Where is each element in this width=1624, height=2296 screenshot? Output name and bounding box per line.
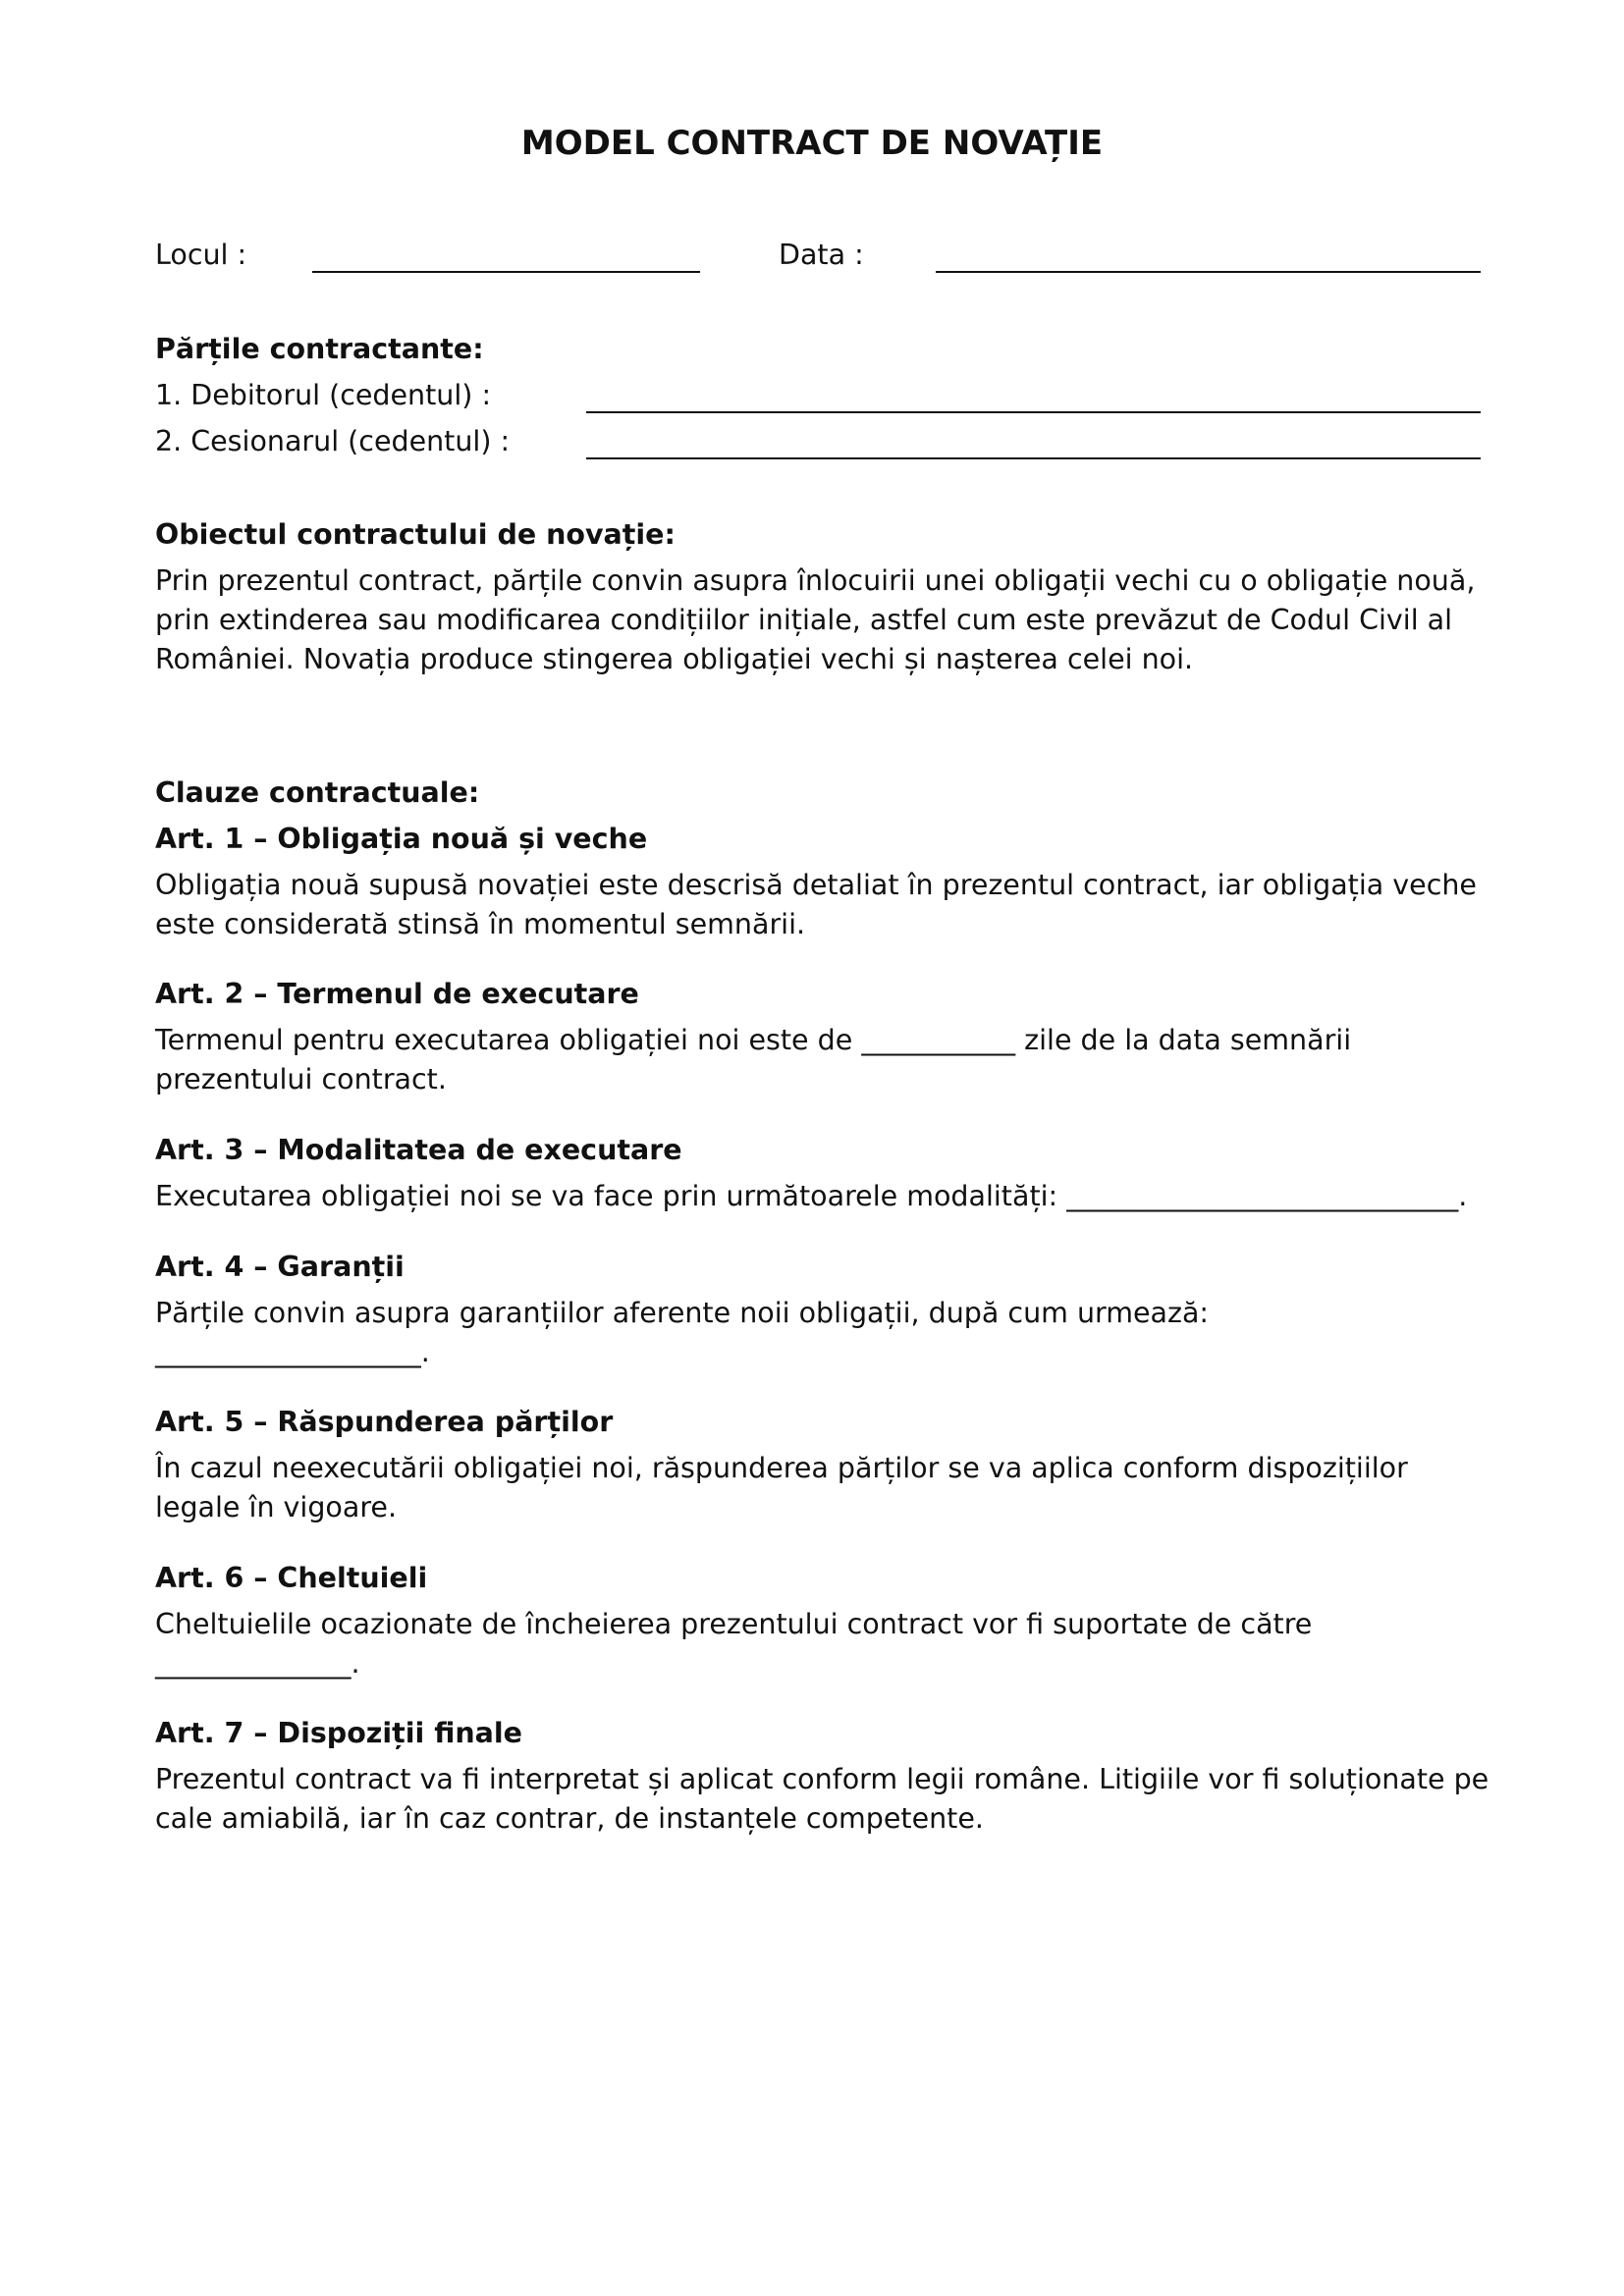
clauses-heading: Clauze contractuale: xyxy=(155,776,480,809)
article-title: Art. 6 – Cheltuieli xyxy=(155,1562,428,1594)
object-text: Prin prezentul contract, părțile convin asupra înlocuirii unei obligații vechi cu o obligație nouă, prin extinderea sau modificarea condițiilor inițiale, astfel cum este prevăzut de Codul Civil al României. Novația produce stingerea obligației vechi și nașterea celei noi. xyxy=(155,564,1476,675)
article-title: Art. 7 – Dispoziții finale xyxy=(155,1717,522,1749)
article-text: Obligația nouă supusă novației este descrisă detaliat în prezentul contract, iar obligația veche este considerată stinsă în momentul semnării. xyxy=(155,869,1477,940)
debtor-blank-line xyxy=(586,411,1481,413)
parties-heading: Părțile contractante: xyxy=(155,333,484,365)
date-blank-line xyxy=(936,271,1481,273)
place-blank-line xyxy=(312,271,700,273)
article-text: Executarea obligației noi se va face prin următoarele modalități: ____________________________. xyxy=(155,1180,1468,1212)
object-heading: Obiectul contractului de novație: xyxy=(155,518,676,551)
place-label: Locul : xyxy=(155,239,247,271)
article-text: Termenul pentru executarea obligației noi este de ___________ zile de la data semnării prezentului contract. xyxy=(155,1024,1352,1095)
article-text: În cazul neexecutării obligației noi, răspunderea părților se va aplica conform dispozițiilor legale în vigoare. xyxy=(155,1452,1408,1523)
assignee-blank-line xyxy=(586,457,1481,459)
date-label: Data : xyxy=(779,239,864,271)
article-title: Art. 4 – Garanții xyxy=(155,1251,405,1283)
article-title: Art. 1 – Obligația nouă și veche xyxy=(155,823,648,855)
assignee-label: 2. Cesionarul (cedentul) : xyxy=(155,425,511,457)
article-text: Cheltuielile ocazionate de încheierea prezentului contract vor fi suportate de către ______________. xyxy=(155,1608,1313,1680)
article-title: Art. 3 – Modalitatea de executare xyxy=(155,1134,682,1166)
debtor-label: 1. Debitorul (cedentul) : xyxy=(155,379,492,411)
article-title: Art. 2 – Termenul de executare xyxy=(155,978,639,1010)
document-title: MODEL CONTRACT DE NOVAȚIE xyxy=(520,124,1104,163)
article-text: Părțile convin asupra garanțiilor aferente noii obligații, după cum urmează: ___________________. xyxy=(155,1297,1210,1368)
article-title: Art. 5 – Răspunderea părților xyxy=(155,1406,614,1438)
article-text: Prezentul contract va fi interpretat și aplicat conform legii române. Litigiile vor fi soluționate pe cale amiabilă, iar în caz contrar, de instanțele competente. xyxy=(155,1763,1489,1835)
